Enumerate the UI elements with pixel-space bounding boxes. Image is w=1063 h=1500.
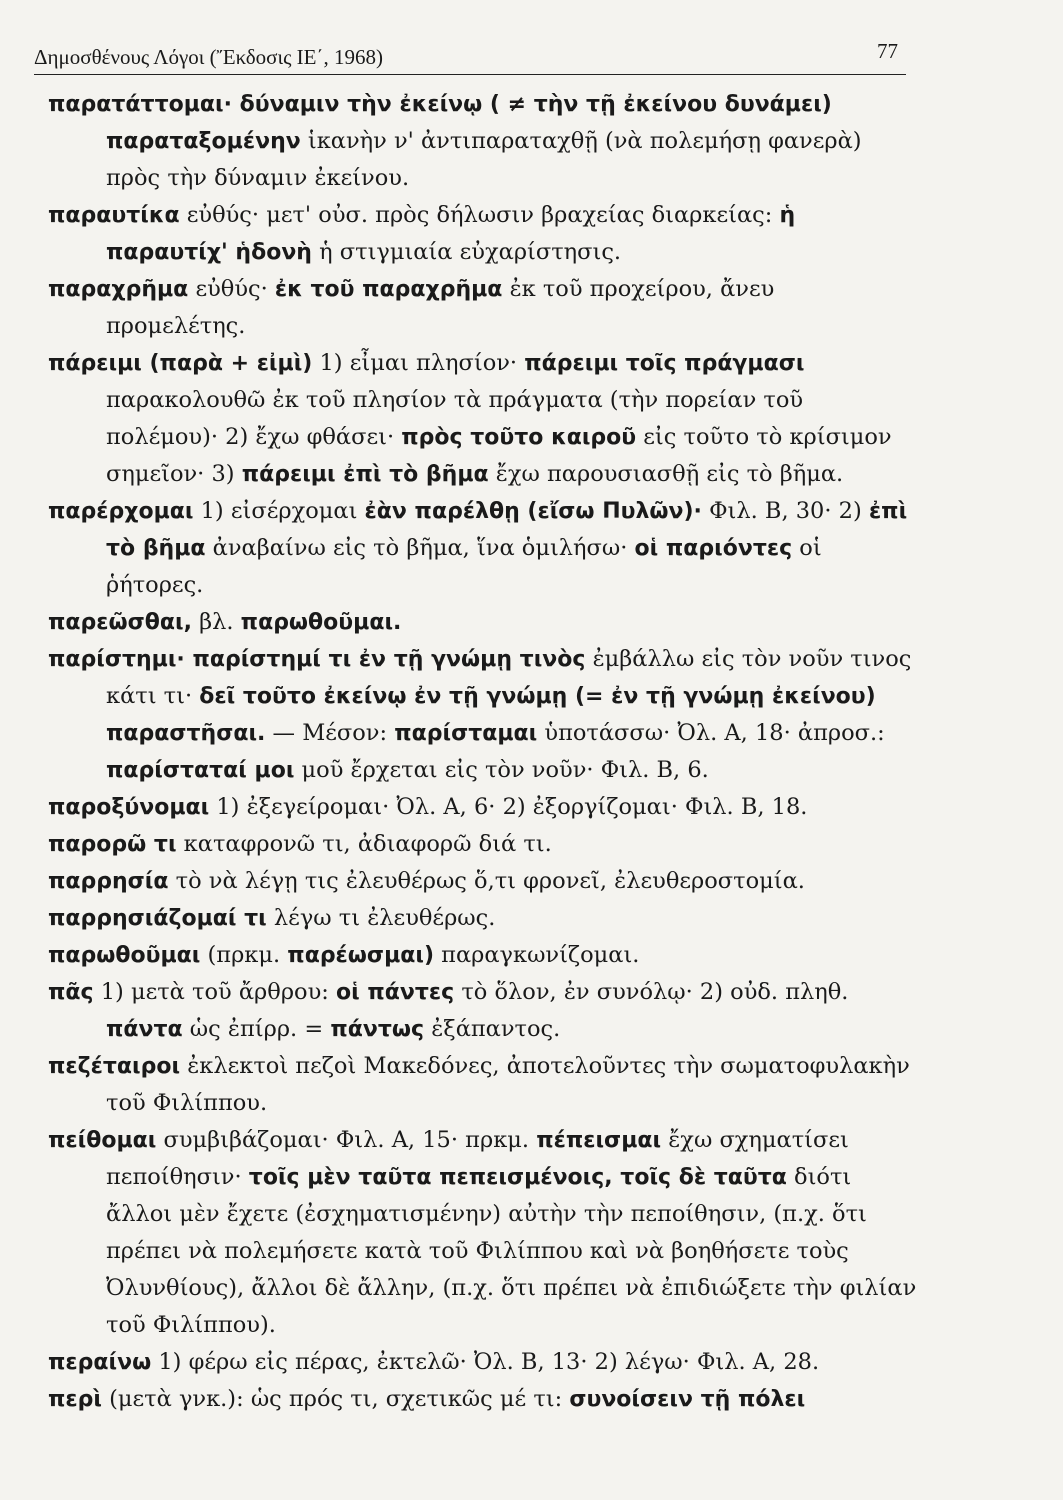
entry-headword: πάρειμι ἐπὶ τὸ βῆμα — [241, 462, 489, 487]
glossary-entry — [48, 937, 918, 974]
entry-definition: λέγω τι ἐλευθέρως. — [266, 905, 496, 931]
entry-headword: πᾶς — [48, 980, 94, 1005]
entry-definition: ἀναβαίνω εἰς τὸ βῆμα, ἵνα ὁμιλήσω· — [205, 535, 635, 561]
glossary-entries — [48, 86, 918, 1418]
glossary-entry — [48, 641, 918, 789]
entry-definition: ἐμβάλλω εἰς τὸν νοῦν τινος κάτι τι· — [106, 646, 912, 709]
entry-headword: ἐὰν παρέλθῃ (εἴσω Πυλῶν)· — [364, 499, 702, 524]
entry-headword: περαίνω — [48, 1350, 152, 1375]
entry-headword: ἐπὶ τὸ βῆμα — [106, 499, 908, 561]
entry-headword: οἱ παριόντες — [634, 536, 793, 561]
glossary-entry — [48, 86, 918, 197]
entry-headword: περὶ — [48, 1387, 102, 1412]
entry-headword: παροξύνομαι — [48, 795, 210, 820]
entry-headword: ἐκ τοῦ παραχρῆμα — [274, 277, 503, 302]
entry-definition: παραγκωνίζομαι. — [434, 942, 640, 968]
glossary-entry — [48, 493, 918, 604]
entry-headword: παρωθοῦμαι. — [240, 610, 402, 635]
glossary-entry — [48, 197, 918, 271]
running-head-title: Δημοσθένους Λόγοι (Ἔκδοσις ΙΕ΄, 1968) — [34, 45, 383, 69]
entry-definition: συμβιβάζομαι· Φιλ. Α, 15· πρκμ. — [156, 1127, 537, 1153]
entry-headword: πάντως — [330, 1017, 425, 1042]
entry-definition: τὸ ὅλον, ἐν συνόλῳ· 2) οὐδ. πληθ. — [454, 979, 849, 1005]
entry-definition: ἱκανὴν ν' ἀντιπαραταχθῇ (νὰ πολεμήσῃ φανερὰ) πρὸς τὴν δύναμιν ἐκείνου. — [106, 128, 862, 191]
entry-headword: δεῖ τοῦτο ἐκείνῳ ἐν τῇ γνώμῃ (= ἐν τῇ γνώμῃ ἐκείνου) παραστῆσαι. — [106, 684, 876, 746]
entry-definition: ἐκλεκτοὶ πεζοὶ Μακεδόνες, ἀποτελοῦντες τὴν σωματοφυλακὴν τοῦ Φιλίππου. — [106, 1053, 910, 1116]
entry-headword: παραχρῆμα — [48, 277, 189, 302]
entry-headword: παρωθοῦμαι — [48, 943, 201, 968]
entry-definition: παρακολουθῶ ἐκ τοῦ πλησίον τὰ πράγματα (τὴν πορείαν τοῦ πολέμου)· 2) ἔχω φθάσει· — [106, 387, 804, 450]
entry-definition: (μετὰ γνκ.): ὡς πρός τι, σχετικῶς μέ τι: — [101, 1386, 570, 1412]
entry-headword: πάρειμι τοῖς πράγμασι — [524, 351, 805, 376]
entry-headword: παρίσταταί μοι — [106, 758, 295, 783]
entry-headword: παρρησία — [48, 869, 169, 894]
glossary-entry — [48, 974, 918, 1048]
glossary-entry — [48, 900, 918, 937]
entry-headword: τοῖς μὲν ταῦτα πεπεισμένοις, τοῖς δὲ ταῦτα — [248, 1165, 787, 1190]
entry-definition: (πρκμ. — [200, 942, 288, 968]
entry-definition: διότι ἄλλοι μὲν ἔχετε (ἐσχηματισμένην) αὐτὴν τὴν πεποίθησιν, (π.χ. ὅτι πρέπει νὰ πολεμήσετε κατὰ τοῦ Φιλίππου καὶ νὰ βοηθήσετε τοὺς Ὀλυνθίους), ἄλλοι δὲ ἄλλην, (π.χ. ὅτι πρέπει νὰ ἐπιδιώξετε τὴν φιλίαν τοῦ Φιλίππου). — [106, 1164, 917, 1338]
entry-headword: οἱ πάντες — [336, 980, 455, 1005]
glossary-entry — [48, 826, 918, 863]
entry-definition: ἐξάπαντος. — [424, 1016, 561, 1042]
entry-headword: παρρησιάζομαί τι — [48, 906, 267, 931]
entry-headword: πεζέταιροι — [48, 1054, 181, 1079]
glossary-entry — [48, 604, 918, 641]
running-head — [34, 40, 906, 75]
glossary-entry — [48, 1048, 918, 1122]
entry-definition: — Μέσον: — [265, 720, 395, 746]
glossary-entry — [48, 345, 918, 493]
entry-definition: 1) εἶμαι πλησίον· — [312, 350, 525, 376]
entry-definition: ἔχω παρουσιασθῇ εἰς τὸ βῆμα. — [488, 461, 844, 487]
entry-headword: πέπεισμαι — [536, 1128, 662, 1153]
glossary-entry — [48, 789, 918, 826]
entry-definition: βλ. — [191, 609, 241, 635]
entry-definition: ἡ στιγμιαία εὐχαρίστησις. — [311, 239, 622, 265]
entry-definition: μοῦ ἔρχεται εἰς τὸν νοῦν· Φιλ. Β, 6. — [294, 757, 709, 783]
entry-definition: εἰς τοῦτο τὸ κρίσιμον σημεῖον· 3) — [106, 424, 892, 487]
entry-definition: 1) ἐξεγείρομαι· Ὀλ. Α, 6· 2) ἐξοργίζομαι· Φιλ. Β, 18. — [209, 794, 808, 820]
entry-definition: οἱ ῥήτορες. — [106, 535, 822, 598]
entry-headword: πάρειμι (παρὰ + εἰμὶ) — [48, 351, 313, 376]
entry-definition: Φιλ. Β, 30· 2) — [701, 498, 869, 524]
entry-definition: τὸ νὰ λέγῃ τις ἐλευθέρως ὅ,τι φρονεῖ, ἐλευθεροστομία. — [168, 868, 805, 894]
entry-definition: ὑποτάσσω· Ὀλ. Α, 18· ἀπροσ.: — [537, 720, 885, 746]
entry-definition: καταφρονῶ τι, ἀδιαφορῶ διά τι. — [176, 831, 552, 857]
entry-headword: πείθομαι — [48, 1128, 157, 1153]
entry-headword: παρεῶσθαι, — [48, 610, 192, 635]
entry-headword: παρέωσμαι) — [287, 943, 434, 968]
glossary-entry — [48, 863, 918, 900]
entry-definition: ὡς ἐπίρρ. = — [182, 1016, 331, 1042]
entry-headword: πρὸς τοῦτο καιροῦ — [401, 425, 637, 450]
entry-definition: εὐθύς· — [188, 276, 275, 302]
entry-headword: παρίστημι· παρίστημί τι ἐν τῇ γνώμῃ τινὸς — [48, 647, 586, 672]
entry-definition: ἔχω σχηματίσει πεποίθησιν· — [106, 1127, 849, 1190]
entry-definition: εὐθύς· μετ' οὐσ. πρὸς δήλωσιν βραχείας διαρκείας: — [179, 202, 780, 228]
entry-definition: 1) φέρω εἰς πέρας, ἐκτελῶ· Ὀλ. Β, 13· 2) λέγω· Φιλ. Α, 28. — [151, 1349, 820, 1375]
entry-headword: παρίσταμαι — [394, 721, 538, 746]
entry-headword: παρέρχομαι — [48, 499, 194, 524]
entry-headword: ἡ παραυτίχ' ἡδονὴ — [106, 203, 796, 265]
glossary-entry — [48, 271, 918, 345]
entry-headword: συνοίσειν τῇ πόλει — [569, 1387, 806, 1412]
glossary-entry — [48, 1344, 918, 1381]
entry-headword: πάντα — [106, 1017, 183, 1042]
glossary-entry — [48, 1381, 918, 1418]
entry-headword: παρορῶ τι — [48, 832, 177, 857]
entry-headword: παραυτίκα — [48, 203, 180, 228]
entry-definition: 1) μετὰ τοῦ ἄρθρου: — [93, 979, 337, 1005]
page-number: 77 — [877, 39, 898, 63]
entry-headword: παρατάττομαι· δύναμιν τὴν ἐκείνῳ ( ≠ τὴν τῇ ἐκείνου δυνάμει) παραταξομένην — [48, 92, 832, 154]
entry-definition: 1) εἰσέρχομαι — [193, 498, 365, 524]
entry-definition: ἐκ τοῦ προχείρου, ἄνευ προμελέτης. — [106, 276, 775, 339]
glossary-entry — [48, 1122, 918, 1344]
